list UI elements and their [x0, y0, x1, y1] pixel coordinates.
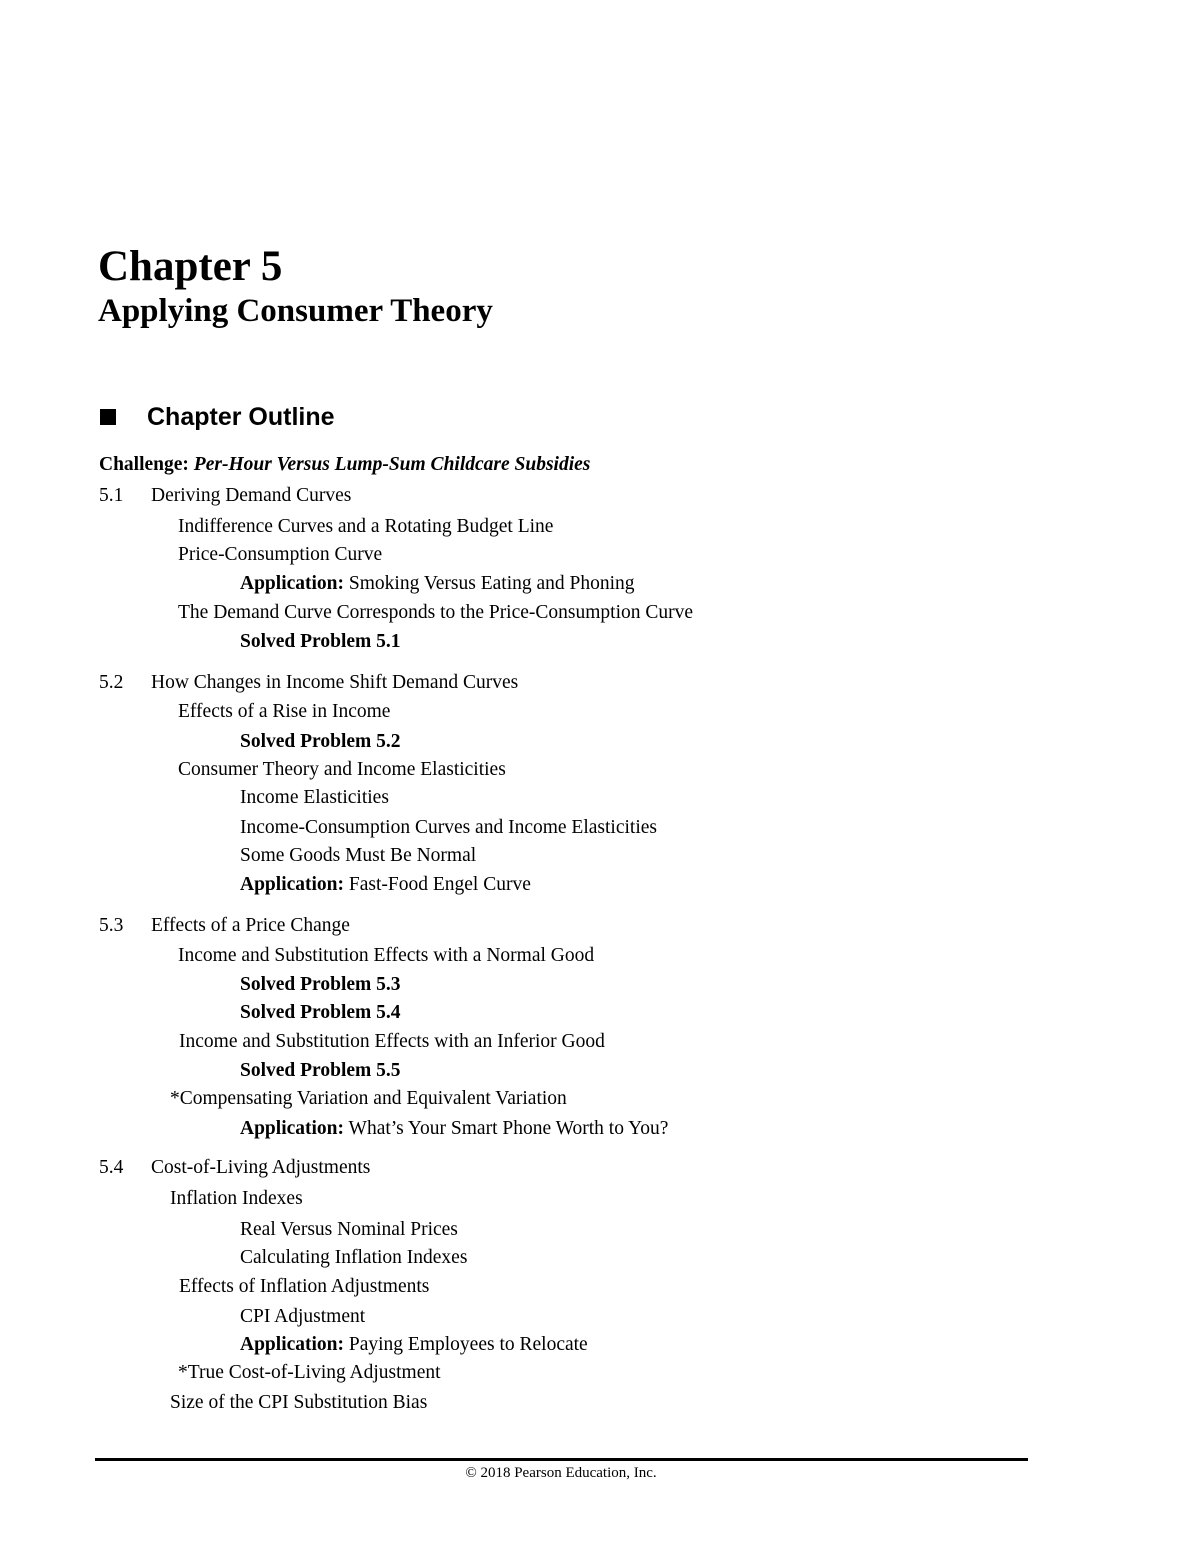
section-title: How Changes in Income Shift Demand Curves	[151, 672, 519, 693]
entry-text: Paying Employees to Relocate	[344, 1334, 588, 1355]
solved-problem-entry	[240, 729, 401, 755]
entry-text: Income and Substitution Effects with a Normal Good	[178, 945, 595, 966]
outline-entry	[240, 785, 389, 811]
entry-text: Fast-Food Engel Curve	[344, 874, 531, 895]
solved-problem-entry	[240, 1058, 401, 1084]
outline-entry	[170, 1186, 303, 1212]
entry-text: Calculating Inflation Indexes	[240, 1247, 468, 1268]
outline-entry	[178, 600, 693, 626]
outline-entry	[240, 843, 476, 869]
entry-text: Some Goods Must Be Normal	[240, 845, 477, 866]
entry-prefix: Solved Problem 5.1	[240, 631, 401, 652]
outline-entry	[178, 757, 506, 783]
entry-text: Smoking Versus Eating and Phoning	[344, 573, 635, 594]
application-entry	[240, 872, 531, 898]
entry-text: Income Elasticities	[240, 787, 389, 808]
entry-text: What’s Your Smart Phone Worth to You?	[344, 1118, 669, 1139]
entry-prefix: Application:	[240, 874, 345, 895]
outline-entry	[240, 1245, 467, 1271]
solved-problem-entry	[240, 972, 401, 998]
outline-entry	[170, 1086, 567, 1112]
chapter-title: Applying Consumer Theory	[98, 293, 493, 329]
entry-text: CPI Adjustment	[240, 1306, 366, 1327]
square-bullet-icon	[100, 409, 116, 425]
chapter-number: Chapter 5	[98, 243, 283, 290]
entry-prefix: Application:	[240, 1118, 345, 1139]
outline-entry	[178, 1360, 441, 1386]
entry-text: The Demand Curve Corresponds to the Price-Consumption Curve	[178, 602, 694, 623]
outline-entry	[178, 699, 390, 725]
footer-divider	[95, 1458, 1028, 1461]
entry-text: Consumer Theory and Income Elasticities	[178, 759, 506, 780]
section-title: Cost-of-Living Adjustments	[151, 1157, 371, 1178]
outline-heading-text: Chapter Outline	[147, 402, 335, 431]
application-entry	[240, 571, 635, 597]
section-number: 5.4	[99, 1157, 124, 1178]
outline-entry	[179, 1029, 605, 1055]
outline-entry	[240, 1304, 365, 1330]
outline-entry	[170, 1390, 427, 1416]
section-number: 5.2	[99, 672, 124, 693]
entry-text: Real Versus Nominal Prices	[240, 1219, 458, 1240]
footer-copyright: © 2018 Pearson Education, Inc.	[465, 1465, 657, 1481]
entry-text: Income and Substitution Effects with an Inferior Good	[179, 1031, 605, 1052]
solved-problem-entry	[240, 1000, 401, 1026]
entry-prefix: Solved Problem 5.4	[240, 1002, 401, 1023]
outline-entry	[178, 542, 382, 568]
outline-heading	[100, 400, 335, 434]
entry-text: Size of the CPI Substitution Bias	[170, 1392, 428, 1413]
entry-prefix: Solved Problem 5.3	[240, 974, 401, 995]
outline-entry	[179, 1274, 429, 1300]
section-title: Effects of a Price Change	[151, 915, 350, 936]
section-number: 5.3	[99, 915, 124, 936]
entry-prefix: Application:	[240, 1334, 345, 1355]
application-entry	[240, 1116, 668, 1142]
solved-problem-entry	[240, 629, 401, 655]
outline-entry	[178, 943, 594, 969]
entry-prefix: Solved Problem 5.5	[240, 1060, 401, 1081]
entry-text: Effects of a Rise in Income	[178, 701, 391, 722]
section-number: 5.1	[99, 485, 124, 506]
outline-entry	[178, 514, 553, 540]
application-entry	[240, 1332, 588, 1358]
entry-prefix: Solved Problem 5.2	[240, 731, 401, 752]
challenge-line	[99, 452, 590, 478]
section-title: Deriving Demand Curves	[151, 485, 352, 506]
entry-text: Inflation Indexes	[170, 1188, 303, 1209]
entry-text: Income-Consumption Curves and Income Elasticities	[240, 817, 657, 838]
outline-entry	[240, 815, 657, 841]
challenge-title: Per-Hour Versus Lump-Sum Childcare Subsidies	[193, 454, 591, 475]
outline-entry	[240, 1217, 458, 1243]
entry-text: Indifference Curves and a Rotating Budget Line	[178, 516, 554, 537]
entry-text: *Compensating Variation and Equivalent Variation	[170, 1088, 567, 1109]
entry-text: *True Cost-of-Living Adjustment	[178, 1362, 441, 1383]
entry-text: Price-Consumption Curve	[178, 544, 383, 565]
challenge-label: Challenge:	[99, 454, 189, 475]
entry-text: Effects of Inflation Adjustments	[179, 1276, 430, 1297]
entry-prefix: Application:	[240, 573, 345, 594]
